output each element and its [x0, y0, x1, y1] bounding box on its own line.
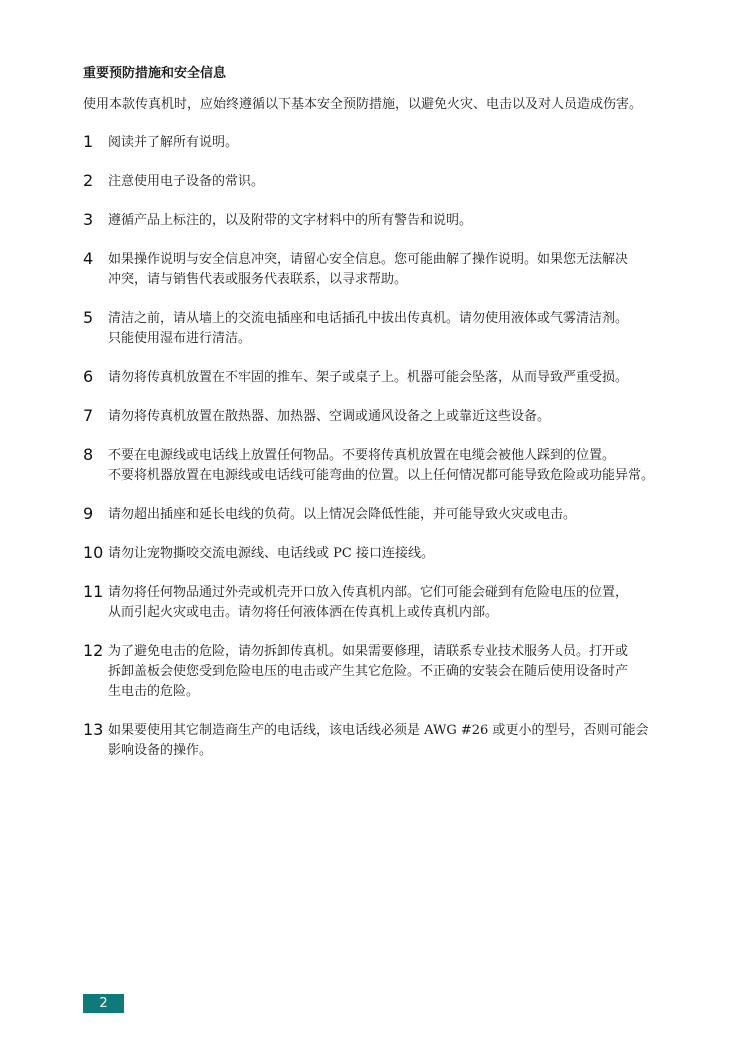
list-item: [83, 309, 683, 349]
list-item: [83, 505, 683, 525]
item-text: 注意使用电子设备的常识。: [108, 174, 265, 189]
item-number: 9: [83, 504, 94, 523]
safety-list: [83, 133, 683, 780]
list-item: [83, 133, 683, 153]
item-number: 8: [83, 445, 94, 464]
item-number: 11: [83, 582, 104, 601]
item-text: 不要在电源线或电话线上放置任何物品。不要将传真机放置在电缆会被他人踩到的位置。 不要将机器放置在电源线或电话线可能弯曲的位置。以上任何情况都可能导致危险或功能异常。: [108, 448, 655, 483]
item-number: 12: [83, 641, 104, 660]
list-item: [83, 172, 683, 192]
list-item: [83, 642, 683, 702]
item-text: 请勿超出插座和延长电线的负荷。以上情况会降低性能，并可能导致火灾或电击。: [108, 507, 577, 522]
item-text: 请勿将任何物品通过外壳或机壳开口放入传真机内部。它们可能会碰到有危险电压的位置， 从而引起火灾或电击。请勿将任何液体洒在传真机上或传真机内部。: [108, 585, 629, 620]
list-item: [83, 250, 683, 290]
item-text: 清洁之前，请从墙上的交流电插座和电话插孔中拔出传真机。请勿使用液体或气雾清洁剂。 只能使用湿布进行清洁。: [108, 311, 629, 346]
item-number: 4: [83, 249, 94, 268]
item-text: 请勿将传真机放置在不牢固的推车、架子或桌子上。机器可能会坠落，从而导致严重受损。: [108, 370, 629, 385]
item-number: 3: [83, 210, 94, 229]
list-item: [83, 211, 683, 231]
intro-paragraph: 使用本款传真机时，应始终遵循以下基本安全预防措施，以避免火灾、电击以及对人员造成伤害。: [83, 97, 643, 112]
list-item: [83, 583, 683, 623]
item-text: 遵循产品上标注的，以及附带的文字材料中的所有警告和说明。: [108, 213, 473, 228]
list-item: [83, 368, 683, 388]
item-text: 如果要使用其它制造商生产的电话线，该电话线必须是 AWG #26 或更小的型号，否则可能会 影响设备的操作。: [108, 723, 649, 758]
list-item: [83, 721, 683, 761]
item-text: 请勿将传真机放置在散热器、加热器、空调或通风设备之上或靠近这些设备。: [108, 409, 551, 424]
item-text: 如果操作说明与安全信息冲突，请留心安全信息。您可能曲解了操作说明。如果您无法解决 冲突，请与销售代表或服务代表联系，以寻求帮助。: [108, 252, 629, 287]
item-number: 7: [83, 406, 94, 425]
list-item: [83, 446, 683, 486]
page-title: 重要预防措施和安全信息: [83, 66, 227, 81]
item-number: 13: [83, 720, 104, 739]
item-text: 阅读并了解所有说明。: [108, 135, 239, 150]
item-number: 5: [83, 308, 94, 327]
item-number: 10: [83, 543, 104, 562]
list-item: [83, 544, 683, 564]
item-number: 1: [83, 132, 94, 151]
item-number: 6: [83, 367, 94, 386]
item-text: 为了避免电击的危险，请勿拆卸传真机。如果需要修理，请联系专业技术服务人员。打开或 拆卸盖板会使您受到危险电压的电击或产生其它危险。不正确的安装会在随后使用设备时产 生电击的危险。: [108, 644, 629, 699]
page-number-badge: 2: [83, 994, 124, 1013]
item-number: 2: [83, 171, 94, 190]
item-text: 请勿让宠物撕咬交流电源线、电话线或 PC 接口连接线。: [108, 546, 434, 561]
list-item: [83, 407, 683, 427]
